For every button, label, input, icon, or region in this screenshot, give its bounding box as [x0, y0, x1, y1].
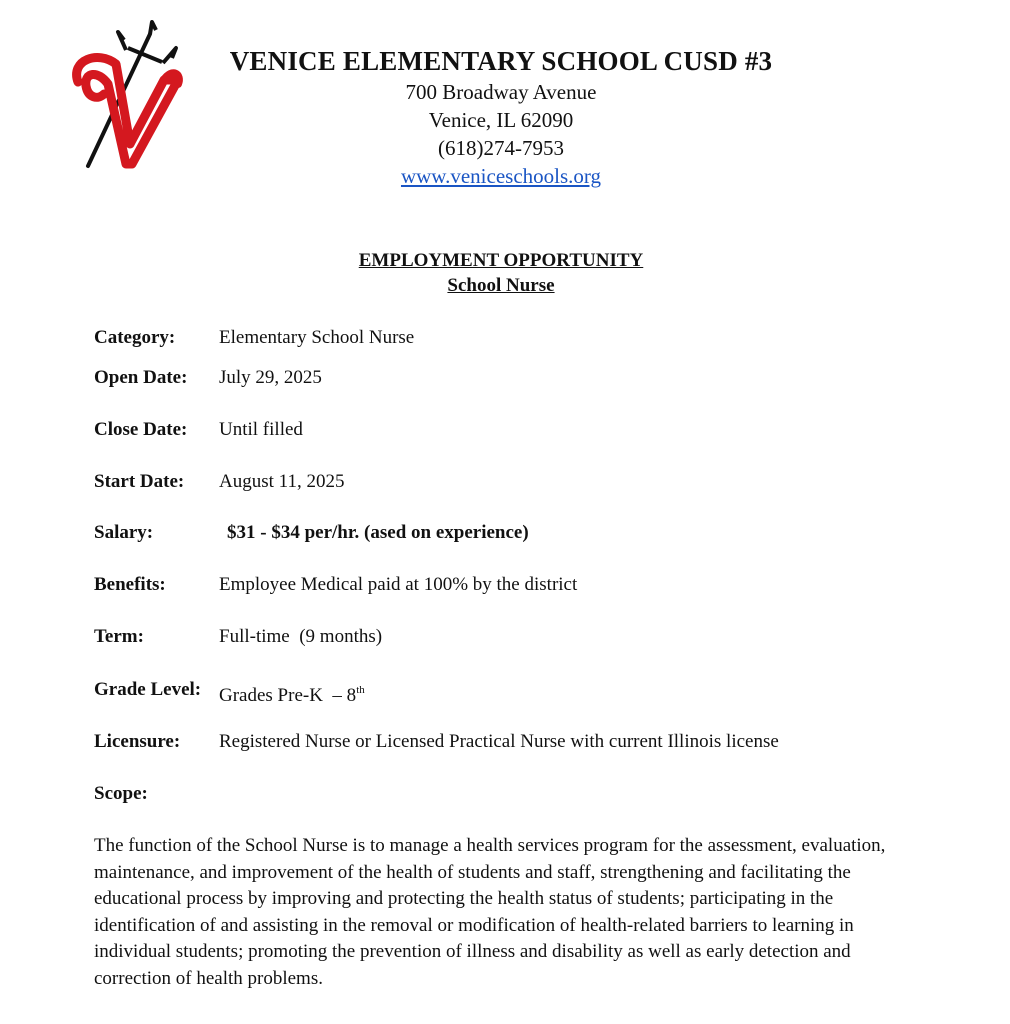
phone-number: (618)274-7953: [438, 136, 564, 160]
field-label: Scope:: [94, 783, 148, 804]
field-label: Grade Level:: [94, 679, 202, 700]
field-value: Until filled: [219, 419, 303, 440]
posting-heading: EMPLOYMENT OPPORTUNITY: [358, 250, 644, 271]
field-value: Grades Pre-K – 8: [219, 685, 357, 706]
field-value: Employee Medical paid at 100% by the district: [219, 574, 578, 595]
field-value: July 29, 2025: [219, 367, 322, 388]
field-label: Benefits:: [94, 574, 166, 595]
field-label: Close Date:: [94, 419, 188, 440]
scope-paragraph: The function of the School Nurse is to manage a health services program for the assessment, evaluation, maintenance, and improvement of the health of students and staff, strengthening and facilitating the educational process by improving and protecting the health status of students; participating in the identification of and assisting in the removal or modification of health-related barriers to learning in individual students; promoting the prevention of illness and disability as well as early detection and correction of health problems.: [94, 835, 886, 989]
devil-trident-logo-icon: [68, 20, 186, 170]
field-label: Open Date:: [94, 367, 188, 388]
field-label: Licensure:: [94, 731, 181, 752]
field-value: $31 - $34 per/hr. (ased on experience): [227, 522, 529, 543]
website-link[interactable]: www.veniceschools.org: [400, 164, 602, 188]
school-logo: [68, 20, 186, 170]
field-value: Registered Nurse or Licensed Practical Nurse with current Illinois license: [219, 731, 779, 752]
field-value: Full-time (9 months): [219, 626, 383, 647]
address-line-2: Venice, IL 62090: [428, 108, 574, 132]
address-line-1: 700 Broadway Avenue: [405, 80, 597, 104]
field-label: Salary:: [94, 522, 154, 543]
field-label: Term:: [94, 626, 144, 647]
field-label: Start Date:: [94, 471, 185, 492]
field-value-wrap: [219, 679, 365, 707]
field-value: August 11, 2025: [219, 471, 345, 492]
field-value: Elementary School Nurse: [219, 327, 415, 348]
position-title: School Nurse: [447, 275, 555, 296]
field-label: Category:: [94, 327, 176, 348]
school-name: VENICE ELEMENTARY SCHOOL CUSD #3: [229, 46, 773, 76]
letterhead: [200, 44, 802, 190]
field-value-superscript: th: [356, 684, 365, 696]
